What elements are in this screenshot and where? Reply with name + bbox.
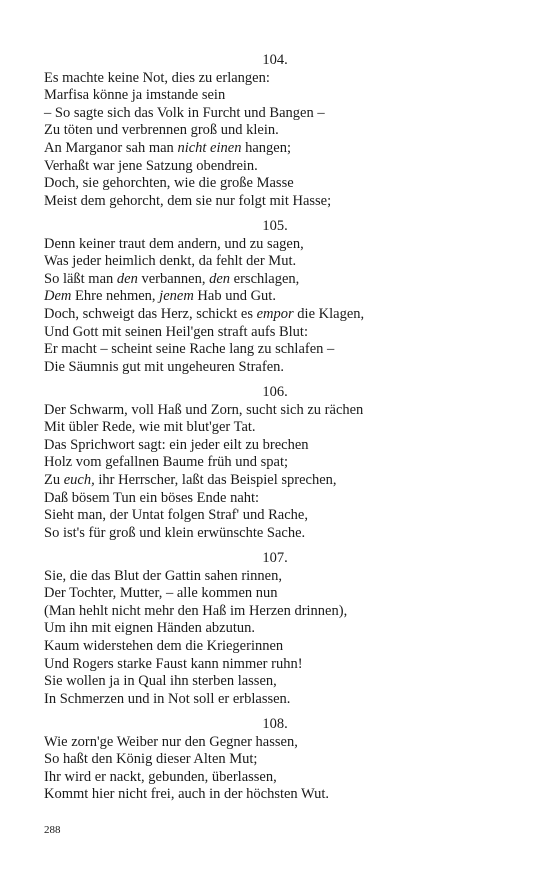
- verse-line: Und Gott mit seinen Heil'gen straft aufs Blut:: [44, 323, 308, 340]
- verse-line: Um ihn mit eignen Händen abzutun.: [44, 620, 256, 637]
- verse-line: – So sagte sich das Volk in Furcht und Bangen –: [44, 104, 325, 121]
- verse-line: So ist's für groß und klein erwünschte Sache.: [44, 524, 306, 541]
- verse-line: Mit übler Rede, wie mit blut'ger Tat.: [44, 419, 256, 436]
- verse-line: So läßt man den verbannen, den erschlagen,: [44, 270, 300, 287]
- verse-line: So haßt den König dieser Alten Mut;: [44, 751, 258, 768]
- stanza-number: 104.: [262, 52, 288, 68]
- verse-line: Meist dem gehorcht, dem sie nur folgt mit Hasse;: [44, 192, 332, 209]
- verse-line: Das Sprichwort sagt: ein jeder eilt zu brechen: [44, 436, 309, 453]
- verse-line: Der Tochter, Mutter, – alle kommen nun: [44, 585, 278, 602]
- verse-line: Denn keiner traut dem andern, und zu sagen,: [44, 235, 304, 252]
- verse-line: Der Schwarm, voll Haß und Zorn, sucht sich zu rächen: [44, 401, 364, 418]
- stanza-number: 107.: [262, 550, 288, 566]
- verse-line: Marfisa könne ja imstande sein: [44, 87, 226, 104]
- verse-line: Sie wollen ja in Qual ihn sterben lassen,: [44, 673, 277, 690]
- verse-line: Dem Ehre nehmen, jenem Hab und Gut.: [44, 288, 276, 305]
- verse-line: Er macht – scheint seine Rache lang zu schlafen –: [44, 341, 335, 358]
- verse-line: Doch, sie gehorchten, wie die große Masse: [44, 175, 294, 192]
- stanza-107: [44, 550, 524, 708]
- verse-line: Kaum widerstehen dem die Kriegerinnen: [44, 637, 284, 654]
- stanza-number: 105.: [262, 218, 288, 234]
- verse-line: Verhaßt war jene Satzung obendrein.: [44, 157, 258, 174]
- verse-line: Wie zorn'ge Weiber nur den Gegner hassen,: [44, 733, 298, 750]
- verse-line: Und Rogers starke Faust kann nimmer ruhn!: [44, 655, 303, 672]
- verse-line: Es machte keine Not, dies zu erlangen:: [44, 69, 270, 86]
- stanza-number: 106.: [262, 384, 288, 400]
- stanza-104: [44, 52, 524, 210]
- verse-line: Zu euch, ihr Herrscher, laßt das Beispiel sprechen,: [44, 471, 337, 488]
- stanza-number: 108.: [262, 716, 288, 732]
- verse-line: Doch, schweigt das Herz, schickt es empor die Klagen,: [44, 305, 365, 322]
- verse-line: Zu töten und verbrennen groß und klein.: [44, 122, 279, 139]
- verse-line: Sieht man, der Untat folgen Straf' und Rache,: [44, 507, 308, 524]
- verse-line: Holz vom gefallnen Baume früh und spat;: [44, 454, 289, 471]
- stanza-108: [44, 716, 524, 804]
- verse-line: (Man hehlt nicht mehr den Haß im Herzen drinnen),: [44, 602, 348, 619]
- verse-line: Ihr wird er nackt, gebunden, überlassen,: [44, 768, 277, 785]
- verse-line: In Schmerzen und in Not soll er erblassen.: [44, 690, 291, 707]
- stanza-106: [44, 384, 524, 542]
- verse-line: Kommt hier nicht frei, auch in der höchsten Wut.: [44, 786, 330, 803]
- verse-line: Daß bösem Tun ein böses Ende naht:: [44, 489, 260, 506]
- verse-line: Die Säumnis gut mit ungeheuren Strafen.: [44, 358, 285, 375]
- page-number: 288: [44, 824, 61, 836]
- stanza-105: [44, 218, 524, 376]
- verse-line: Was jeder heimlich denkt, da fehlt der Mut.: [44, 253, 297, 270]
- verse-line: An Marganor sah man nicht einen hangen;: [44, 139, 291, 156]
- verse-line: Sie, die das Blut der Gattin sahen rinnen,: [44, 567, 282, 584]
